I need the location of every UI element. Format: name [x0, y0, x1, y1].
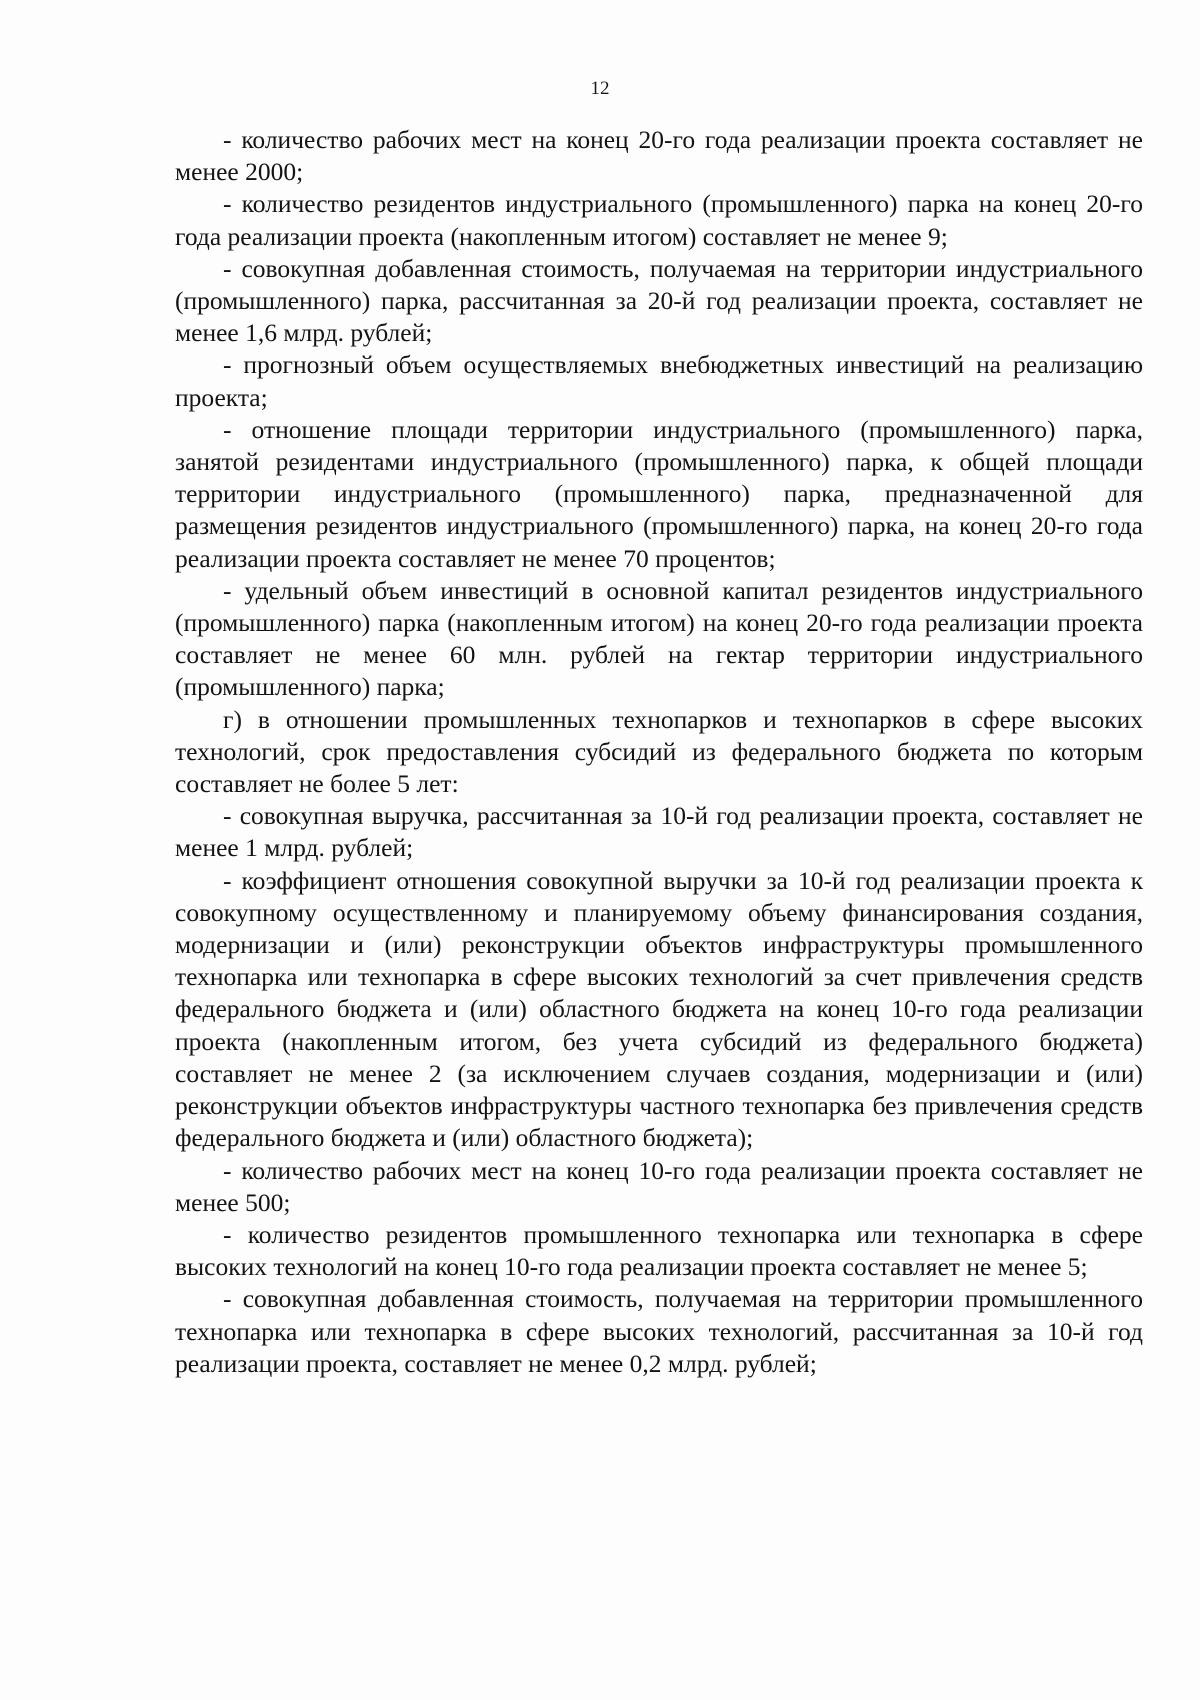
paragraph-residents-20y: - количество резидентов индустриального (промышленного) парка на конец 20-го года реализации проекта (накопленным итогом) составляет не менее 9;	[175, 189, 1143, 251]
paragraph-revenue-10y: - совокупная выручка, рассчитанная за 10-й год реализации проекта, составляет не менее 1 млрд. рублей;	[175, 801, 1143, 863]
paragraph-residents-10y: - количество резидентов промышленного технопарка или технопарка в сфере высоких технологий на конец 10-го года реализации проекта составляет не менее 5;	[175, 1219, 1143, 1282]
paragraph-specific-investment: - удельный объем инвестиций в основной капитал резидентов индустриального (промышленного) парка (накопленным итогом) на конец 20-го года реализации проекта составляет не менее 60 млн. рублей на гектар территории индустриального (промышленного) парка;	[175, 575, 1143, 702]
paragraph-investments-forecast: - прогнозный объем осуществляемых внебюджетных инвестиций на реализацию проекта;	[175, 350, 1143, 412]
paragraph-jobs-20y: - количество рабочих мест на конец 20-го года реализации проекта составляет не менее 2000;	[175, 125, 1143, 187]
paragraph-revenue-ratio: - коэффициент отношения совокупной выручки за 10-й год реализации проекта к совокупному осуществленному и планируемому объему финансирования создания, модернизации и (или) реконструкции объектов инфраструктуры промышленного технопарка или технопарка в сфере высоких технологий за счет привлечения средств федерального бюджета и (или) областного бюджета на конец 10-го года реализации проекта (накопленным итогом, без учета субсидий из федерального бюджета) составляет не менее 2 (за исключением случаев создания, модернизации и (или) реконструкции объектов инфраструктуры частного технопарка без привлечения средств федерального бюджета и (или) областного бюджета);	[175, 865, 1143, 1153]
paragraph-area-ratio: - отношение площади территории индустриального (промышленного) парка, занятой резидентами индустриального (промышленного) парка, к общей площади территории индустриального (промышленного) парка, предназначенной для размещения резидентов индустриального (промышленного) парка, на конец 20-го года реализации проекта составляет не менее 70 процентов;	[175, 414, 1143, 573]
paragraph-technoparks-heading: г) в отношении промышленных технопарков и технопарков в сфере высоких технологий, срок предоставления субсидий из федерального бюджета по которым составляет не более 5 лет:	[175, 704, 1143, 799]
paragraph-value-added-10y: - совокупная добавленная стоимость, получаемая на территории промышленного технопарка или технопарка в сфере высоких технологий, рассчитанная за 10-й год реализации проекта, составляет не менее 0,2 млрд. рублей;	[175, 1284, 1143, 1378]
paragraph-jobs-10y: - количество рабочих мест на конец 10-го года реализации проекта составляет не менее 500;	[175, 1155, 1143, 1217]
page-number: 12	[590, 78, 610, 99]
paragraph-value-added-20y: - совокупная добавленная стоимость, получаемая на территории индустриального (промышленного) парка, рассчитанная за 20-й год реализации проекта, составляет не менее 1,6 млрд. рублей;	[175, 253, 1143, 348]
document-body	[175, 124, 1143, 1380]
